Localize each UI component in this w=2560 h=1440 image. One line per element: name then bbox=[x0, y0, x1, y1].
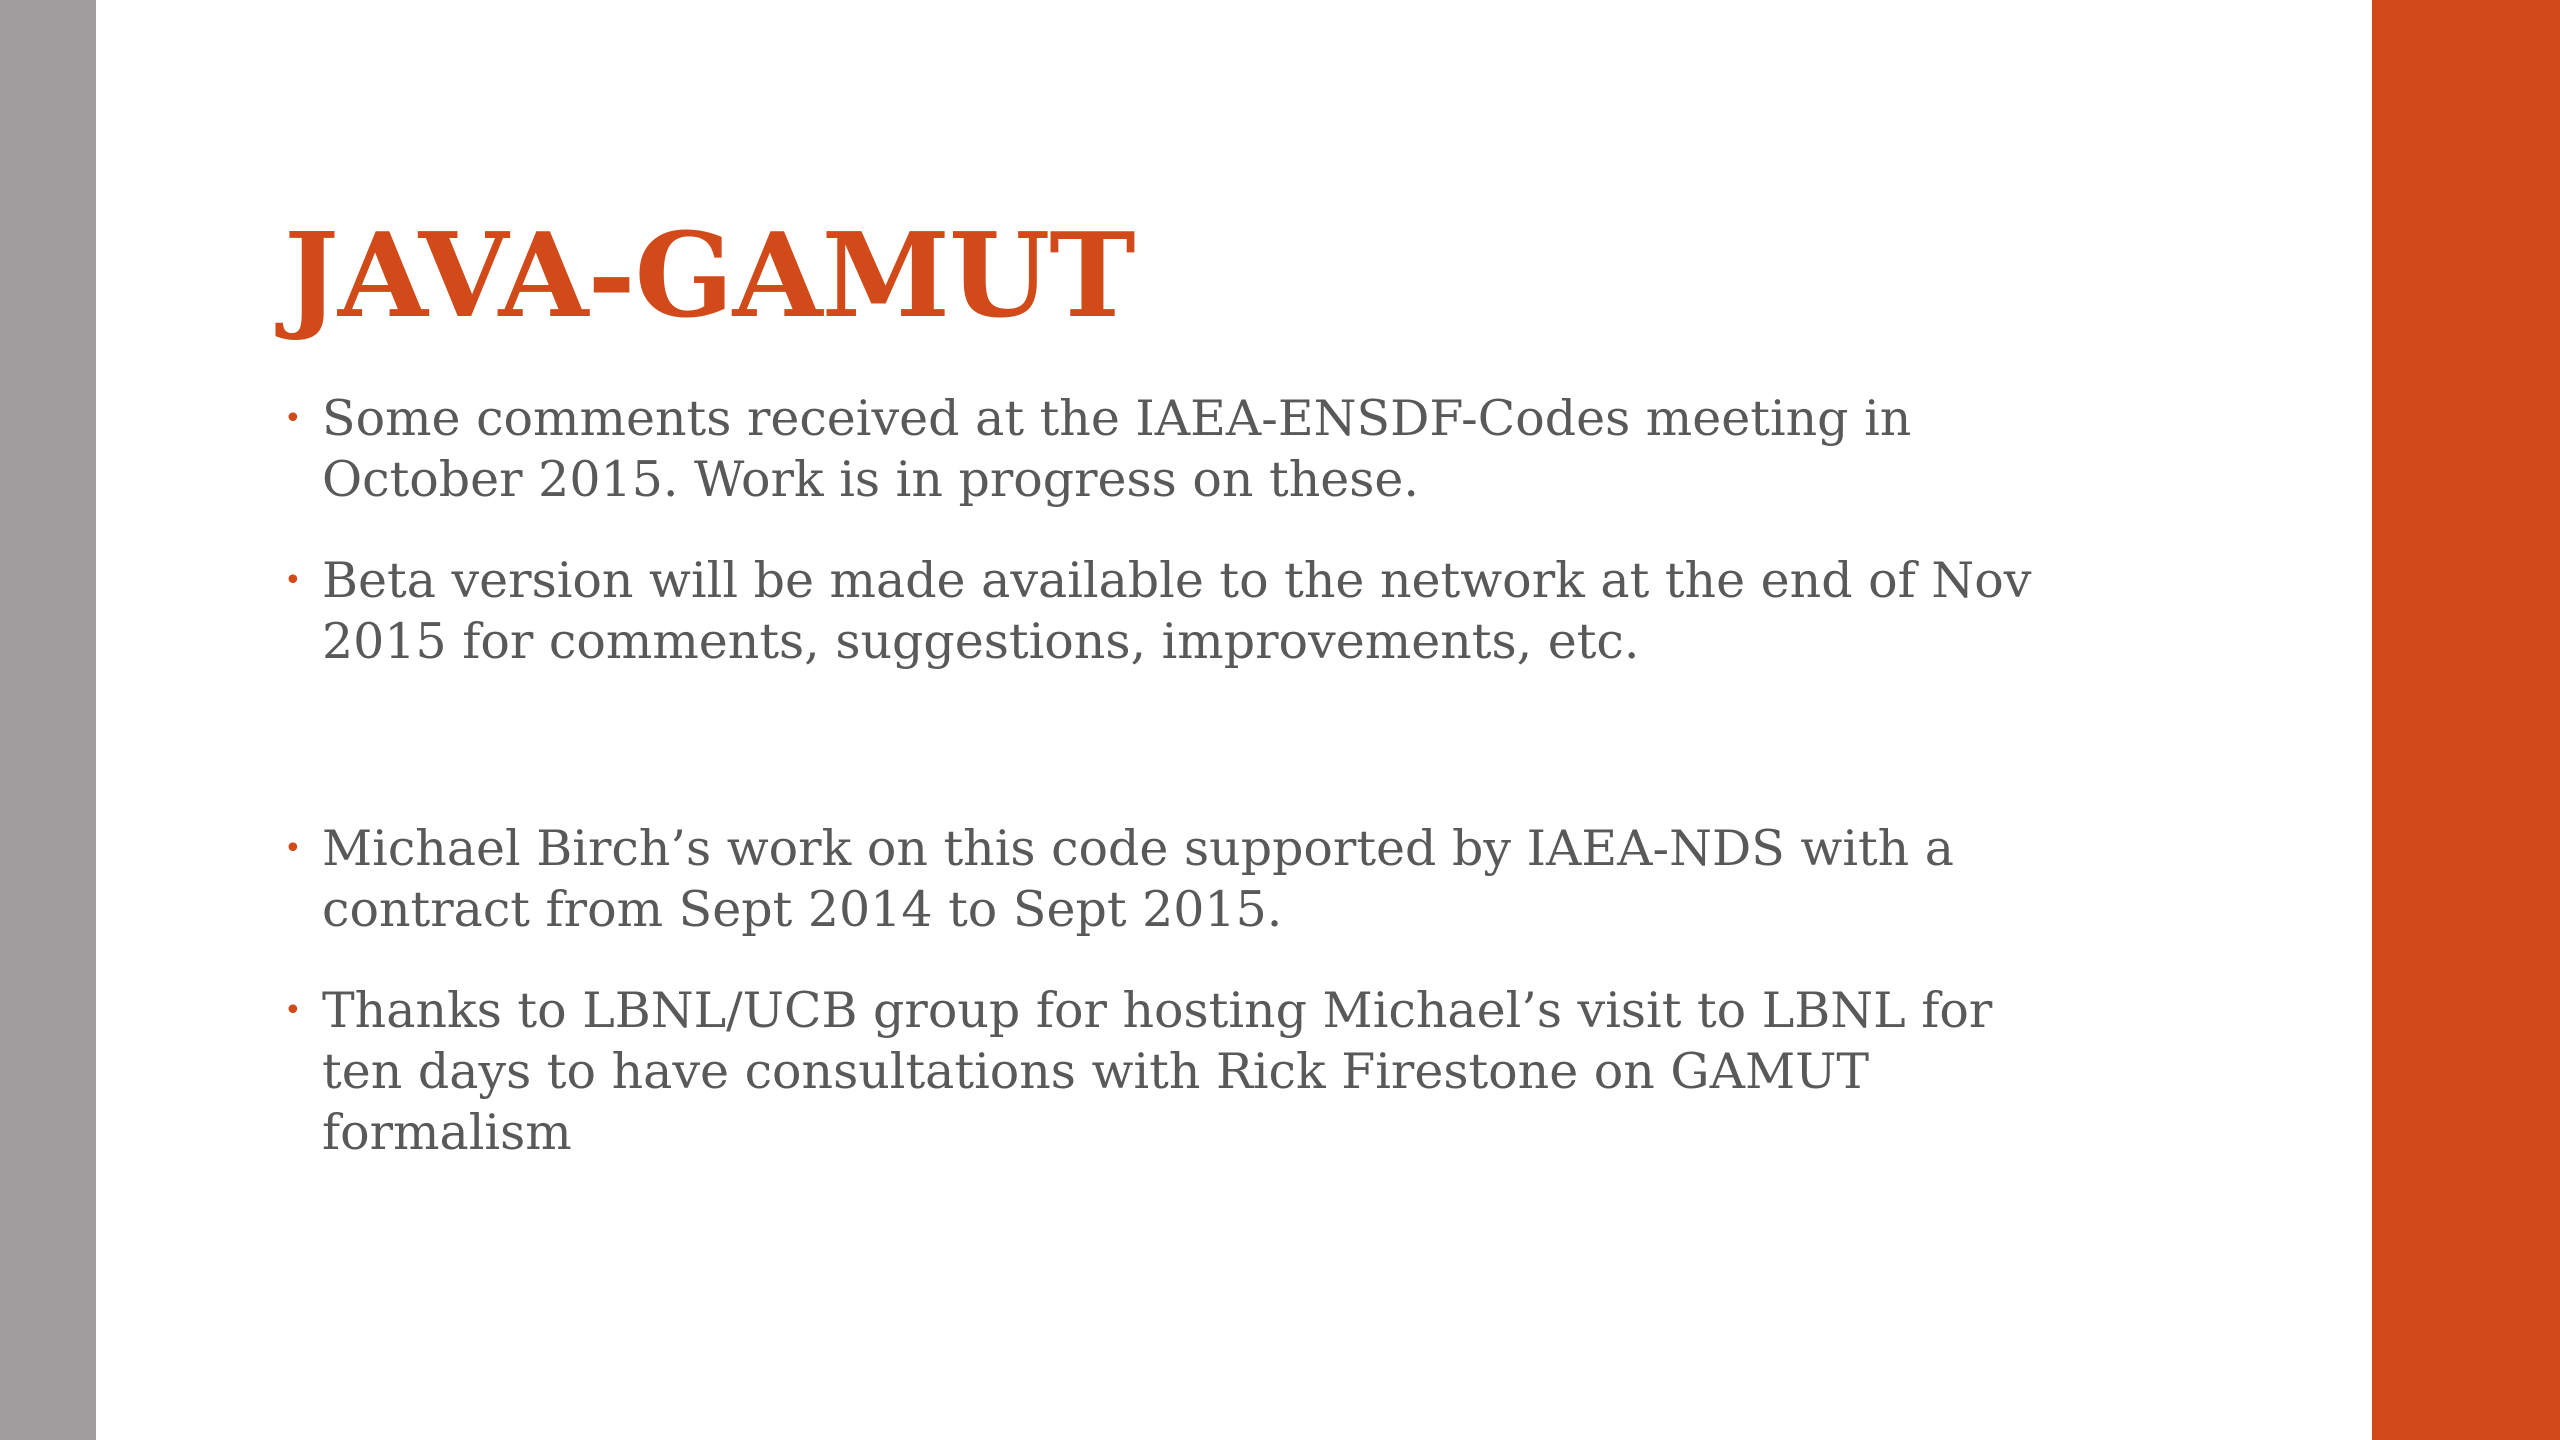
bullet-text: Some comments received at the IAEA-ENSDF-Codes meeting in October 2015. Work is in progress on these. bbox=[322, 390, 1912, 508]
bullet-item bbox=[284, 388, 2084, 510]
bullet-dot-icon: • bbox=[284, 563, 302, 598]
bullet-text: Michael Birch’s work on this code supported by IAEA-NDS with a contract from Sept 2014 to Sept 2015. bbox=[322, 820, 1955, 938]
bullet-dot-icon: • bbox=[284, 831, 302, 866]
left-accent-bar bbox=[0, 0, 96, 1440]
bullet-list bbox=[284, 388, 2084, 1203]
bullet-item bbox=[284, 550, 2084, 672]
bullet-item bbox=[284, 980, 2084, 1163]
slide-title: JAVA-GAMUT bbox=[284, 208, 1135, 344]
bullet-text: Beta version will be made available to the network at the end of Nov 2015 for comments, suggestions, improvements, etc. bbox=[322, 552, 2032, 670]
right-accent-bar bbox=[2372, 0, 2560, 1440]
bullet-dot-icon: • bbox=[284, 401, 302, 436]
bullet-text: Thanks to LBNL/UCB group for hosting Michael’s visit to LBNL for ten days to have consultations with Rick Firestone on GAMUT formalism bbox=[322, 982, 1993, 1161]
bullet-item bbox=[284, 818, 2084, 940]
bullet-dot-icon: • bbox=[284, 993, 302, 1028]
